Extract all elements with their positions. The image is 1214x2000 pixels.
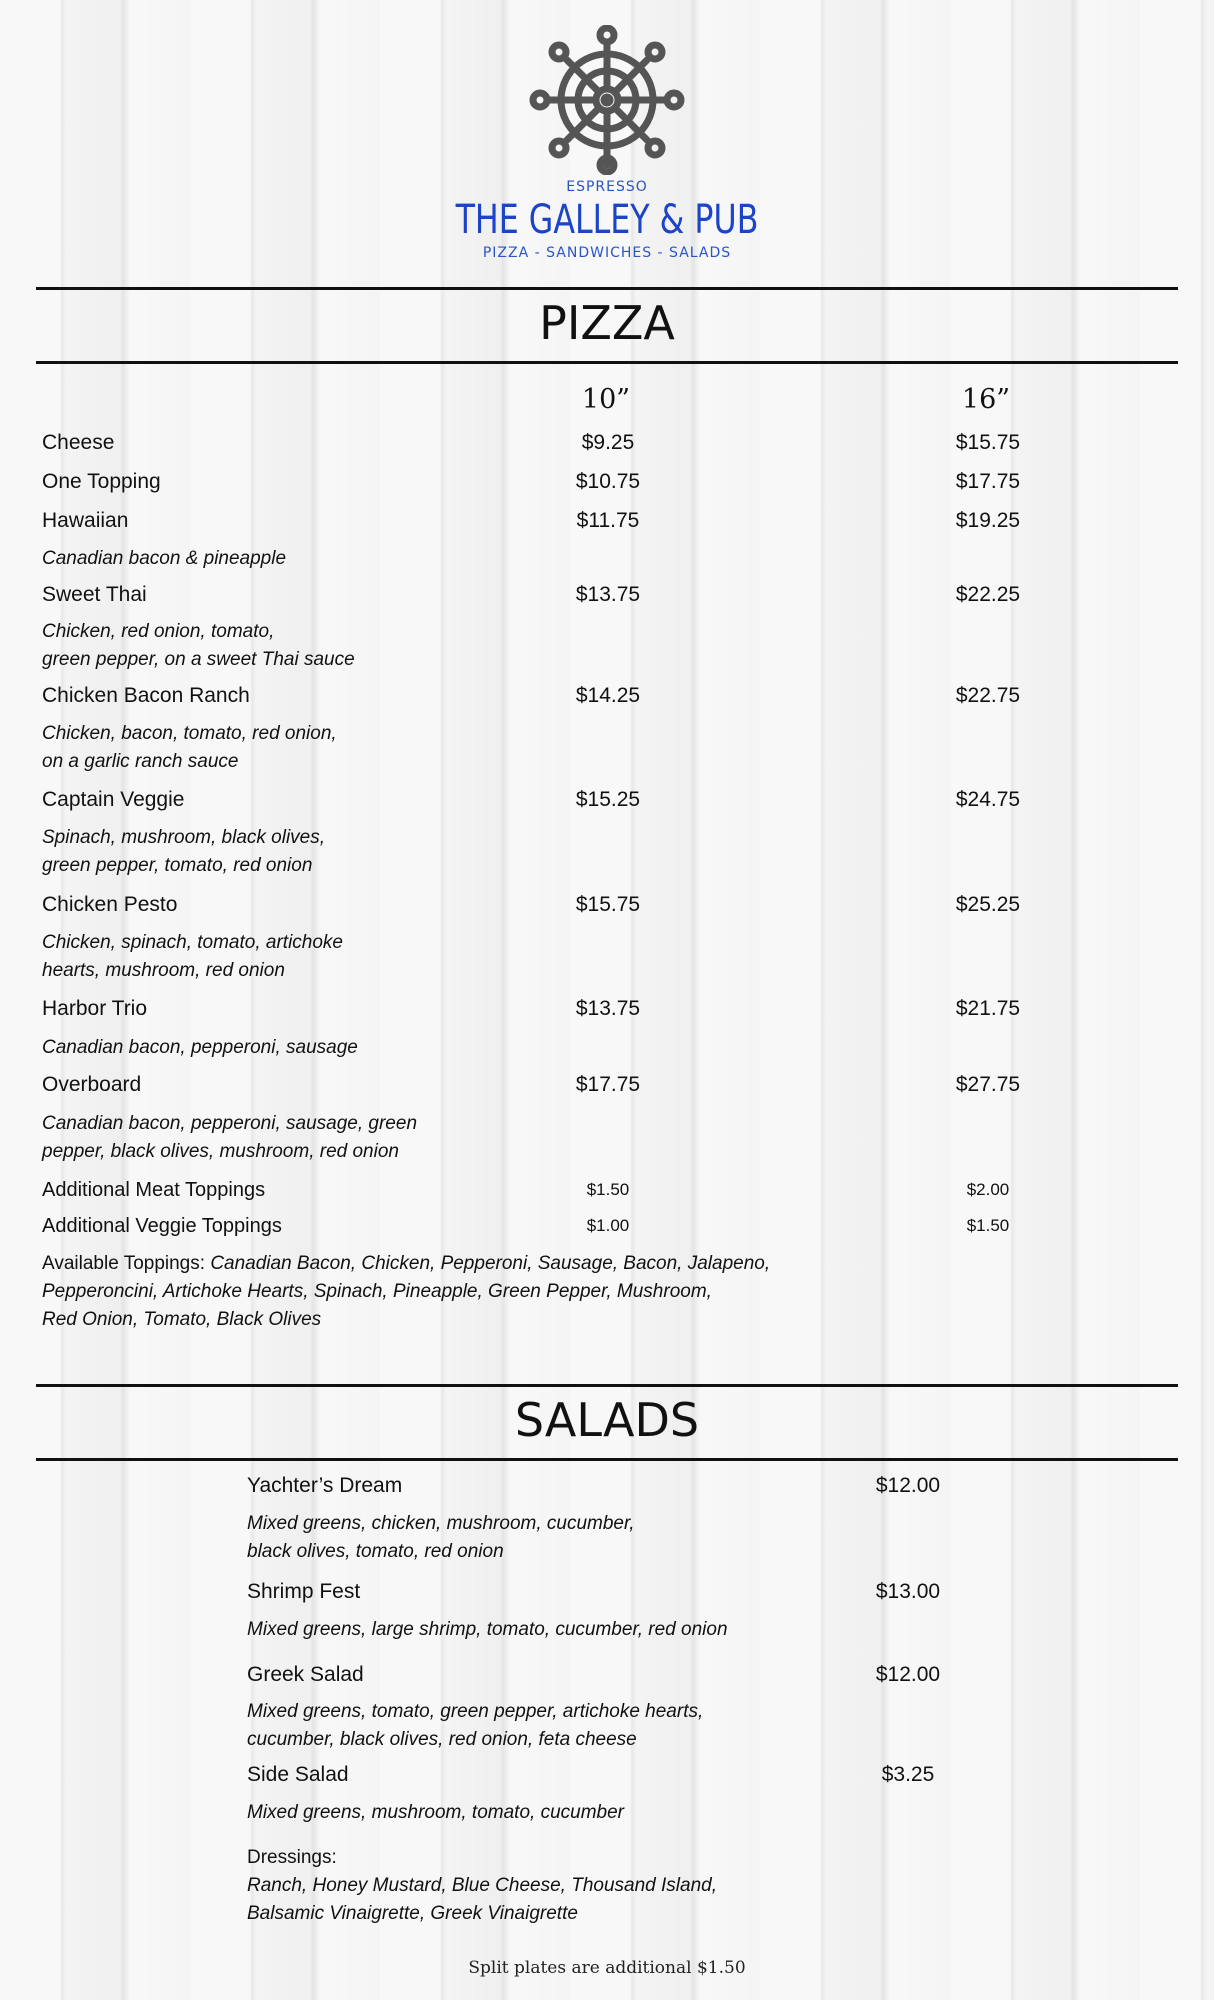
salad-price: $12.00 (875, 1663, 941, 1686)
pizza-item-desc: Canadian bacon & pineapple (42, 548, 287, 569)
salad-item-desc: Mixed greens, large shrimp, tomato, cucumber, red onion (247, 1619, 728, 1640)
price-16: $22.75 (955, 684, 1021, 707)
extra-item-name: Additional Veggie Toppings (42, 1215, 282, 1237)
logo-espresso: ESPRESSO (566, 179, 648, 195)
dressings-list: Ranch, Honey Mustard, Blue Cheese, Thousand Island, Balsamic Vinaigrette, Greek Vinaigrette (247, 1875, 717, 1924)
pizza-item-desc: Canadian bacon, pepperoni, sausage (42, 1037, 358, 1058)
extra-price-16: $1.50 (966, 1216, 1010, 1235)
pizza-item-name: Cheese (42, 431, 115, 454)
price-10: $15.75 (575, 893, 641, 916)
extra-item-name: Additional Meat Toppings (42, 1179, 266, 1201)
divider (36, 361, 1178, 364)
price-10: $10.75 (575, 470, 641, 493)
toppings-label: Available Toppings: (42, 1253, 206, 1274)
divider (36, 287, 1178, 290)
extra-price-16: $2.00 (966, 1180, 1010, 1199)
size-header-10: 10” (581, 384, 631, 415)
pizza-title: PIZZA (539, 296, 675, 350)
salad-item-name: Yachter’s Dream (247, 1474, 403, 1497)
salad-item-name: Greek Salad (247, 1663, 364, 1686)
price-16: $17.75 (955, 470, 1021, 493)
price-16: $27.75 (955, 1073, 1021, 1096)
extra-price-10: $1.50 (586, 1180, 630, 1199)
toppings-list: Canadian Bacon, Chicken, Pepperoni, Sausage, Bacon, Jalapeno, Pepperoncini, Artichoke Hearts, Spinach, Pineapple, Green Pepper, Mushroom, Red Onion, Tomato, Black Olives (42, 1253, 771, 1330)
salad-item-name: Shrimp Fest (247, 1580, 361, 1603)
pizza-item-desc: Chicken, red onion, tomato, green pepper, on a sweet Thai sauce (42, 621, 355, 670)
pizza-item-name: Sweet Thai (42, 583, 147, 606)
dressings-label: Dressings: (247, 1847, 337, 1868)
pizza-item-name: Overboard (42, 1073, 142, 1096)
pizza-item-desc: Spinach, mushroom, black olives, green pepper, tomato, red onion (42, 827, 326, 876)
salad-item-name: Side Salad (247, 1763, 349, 1786)
pizza-item-desc: Chicken, spinach, tomato, artichoke hearts, mushroom, red onion (42, 932, 343, 981)
salad-item-desc: Mixed greens, mushroom, tomato, cucumber (247, 1802, 624, 1823)
price-10: $9.25 (581, 431, 635, 454)
extra-price-10: $1.00 (586, 1216, 630, 1235)
salad-price: $13.00 (875, 1580, 941, 1603)
pizza-item-desc: Canadian bacon, pepperoni, sausage, green pepper, black olives, mushroom, red onion (42, 1113, 418, 1162)
logo (0, 25, 1214, 261)
size-header-16: 16” (961, 384, 1011, 415)
price-16: $22.25 (955, 583, 1021, 606)
price-16: $19.25 (955, 509, 1021, 532)
dressings (247, 1844, 717, 1928)
split-plate-note: Split plates are additional $1.50 (468, 1958, 746, 1978)
logo-tagline: PIZZA - SANDWICHES - SALADS (482, 245, 732, 261)
salads-title: SALADS (514, 1393, 700, 1447)
price-10: $13.75 (575, 583, 641, 606)
available-toppings (42, 1250, 822, 1334)
price-10: $14.25 (575, 684, 641, 707)
pizza-item-name: Chicken Pesto (42, 893, 178, 916)
salad-price: $12.00 (875, 1474, 941, 1497)
restaurant-name: THE GALLEY & PUB (455, 197, 759, 243)
pizza-item-name: Captain Veggie (42, 788, 185, 811)
pizza-item-name: Hawaiian (42, 509, 129, 532)
divider (36, 1384, 1178, 1387)
ship-wheel-icon (522, 25, 692, 175)
pizza-item-desc: Chicken, bacon, tomato, red onion, on a garlic ranch sauce (42, 723, 337, 772)
salad-item-desc: Mixed greens, chicken, mushroom, cucumber, black olives, tomato, red onion (247, 1513, 635, 1562)
price-16: $21.75 (955, 997, 1021, 1020)
pizza-item-name: One Topping (42, 470, 161, 493)
pizza-item-name: Chicken Bacon Ranch (42, 684, 250, 707)
price-16: $24.75 (955, 788, 1021, 811)
price-10: $15.25 (575, 788, 641, 811)
salad-item-desc: Mixed greens, tomato, green pepper, artichoke hearts, cucumber, black olives, red onion, feta cheese (247, 1701, 704, 1750)
price-16: $15.75 (955, 431, 1021, 454)
price-10: $17.75 (575, 1073, 641, 1096)
price-16: $25.25 (955, 893, 1021, 916)
salad-price: $3.25 (881, 1763, 935, 1786)
divider (36, 1458, 1178, 1461)
pizza-item-name: Harbor Trio (42, 997, 148, 1020)
price-10: $13.75 (575, 997, 641, 1020)
price-10: $11.75 (576, 509, 640, 532)
